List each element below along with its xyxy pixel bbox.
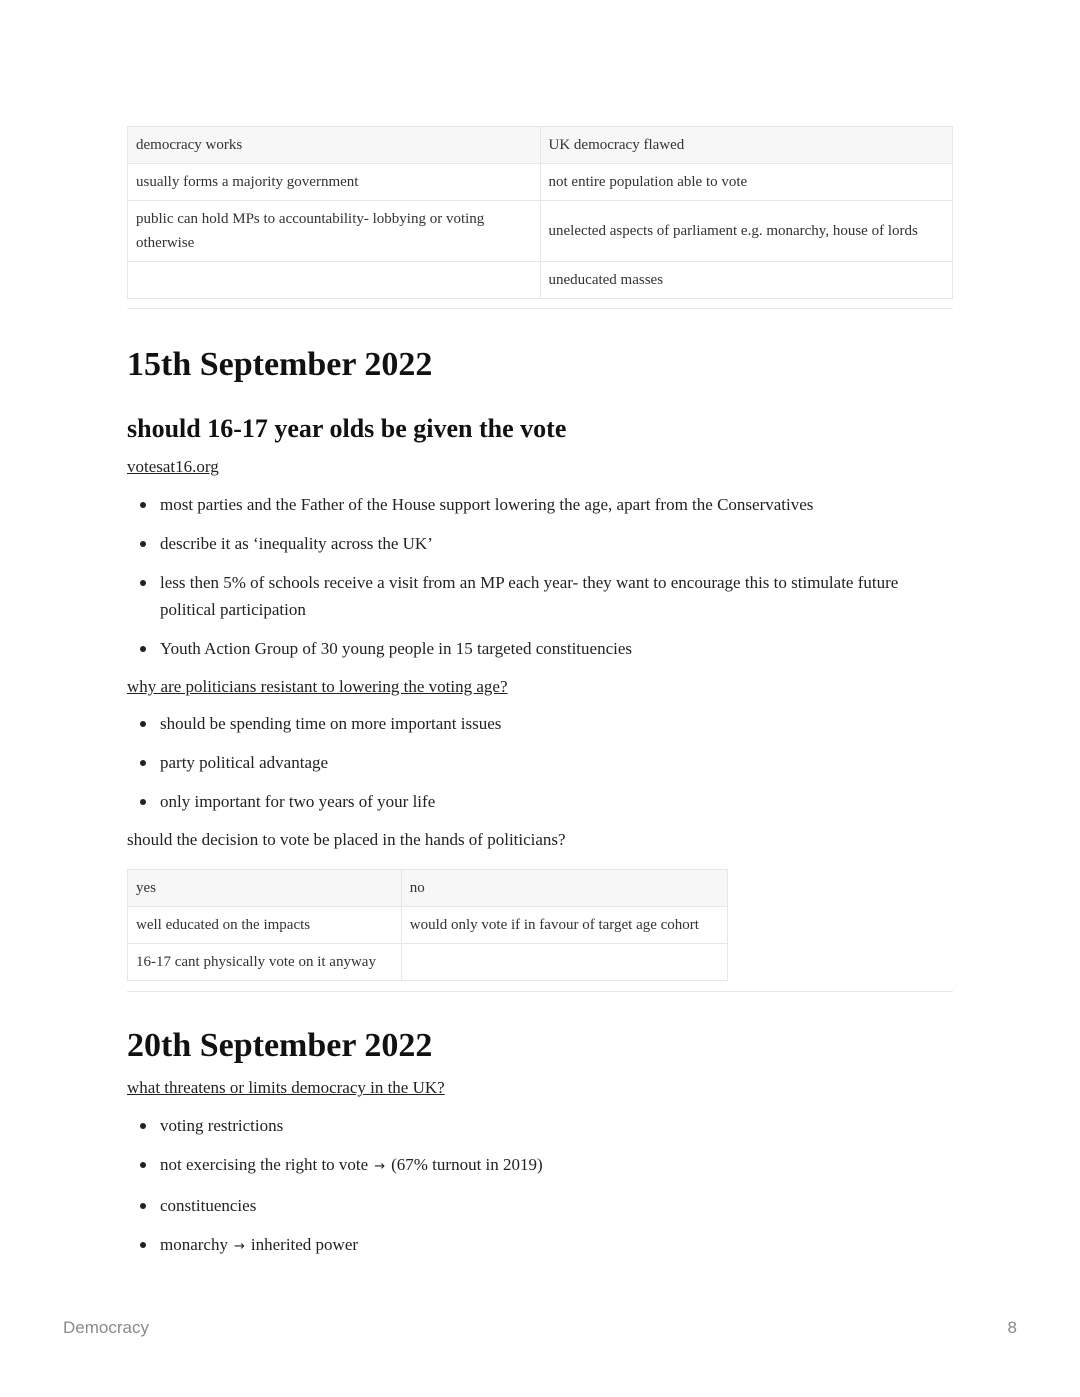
table-cell: unelected aspects of parliament e.g. monarchy, house of lords [540,201,953,262]
table-cell: 16-17 cant physically vote on it anyway [128,944,402,981]
list-item-text: monarchy [160,1235,228,1254]
table-cell: uneducated masses [540,262,953,299]
table-header-row [128,127,953,164]
decision-question-paragraph: should the decision to vote be placed in the hands of politicians? [127,830,566,849]
table-row [128,201,953,262]
list-item-detail: inherited power [250,1235,359,1254]
list-item [160,1112,953,1139]
section-date-heading: 15th September 2022 [127,346,433,383]
table-cell: would only vote if in favour of target age cohort [401,907,727,944]
votesat16-link[interactable]: votesat16.org [127,457,219,476]
list-item: less then 5% of schools receive a visit from an MP each year- they want to encourage this to stimulate future political participation [160,569,953,623]
table-header-cell: yes [128,870,402,907]
right-arrow-icon: → [374,1159,386,1174]
table-header-cell: democracy works [128,127,541,164]
list-item [160,1192,953,1219]
list-item-text: voting restrictions [160,1116,284,1135]
table-cell: not entire population able to vote [540,164,953,201]
table-cell [401,944,727,981]
list-item: Youth Action Group of 30 young people in 15 targeted constituencies [160,635,953,662]
votes-at-16-bullet-list [127,491,953,662]
list-item: should be spending time on more important issues [160,710,953,737]
democracy-comparison-table [127,126,953,299]
threats-question-link[interactable]: what threatens or limits democracy in the UK? [127,1078,445,1097]
section-date-heading: 20th September 2022 [127,1027,433,1064]
footer-document-title: Democracy [63,1318,149,1337]
resistance-question-link[interactable]: why are politicians resistant to lowering the voting age? [127,677,508,696]
right-arrow-icon: → [233,1239,245,1254]
section-divider [127,991,953,992]
footer-page-number: 8 [1007,1318,1017,1337]
section-divider [127,308,953,309]
table-row [128,164,953,201]
page-content [127,126,953,1260]
table-cell: public can hold MPs to accountability- lobbying or voting otherwise [128,201,541,262]
threats-bullet-list [127,1112,953,1260]
table-header-row [128,870,728,907]
resistance-bullet-list [127,710,953,815]
table-header-cell: UK democracy flawed [540,127,953,164]
table-cell: well educated on the impacts [128,907,402,944]
section-subheading: should 16-17 year olds be given the vote [127,414,567,443]
table-cell: usually forms a majority government [128,164,541,201]
yes-no-table [127,869,728,981]
table-cell [128,262,541,299]
table-row [128,944,728,981]
list-item: describe it as ‘inequality across the UK’ [160,530,953,557]
table-row [128,907,728,944]
list-item: only important for two years of your life [160,788,953,815]
list-item: party political advantage [160,749,953,776]
table-header-cell: no [401,870,727,907]
list-item [160,1231,953,1260]
list-item-text: not exercising the right to vote [160,1155,369,1174]
list-item [160,1151,953,1180]
table-row [128,262,953,299]
list-item-text: constituencies [160,1196,257,1215]
list-item: most parties and the Father of the House support lowering the age, apart from the Conservatives [160,491,953,518]
list-item-detail: (67% turnout in 2019) [391,1155,543,1174]
